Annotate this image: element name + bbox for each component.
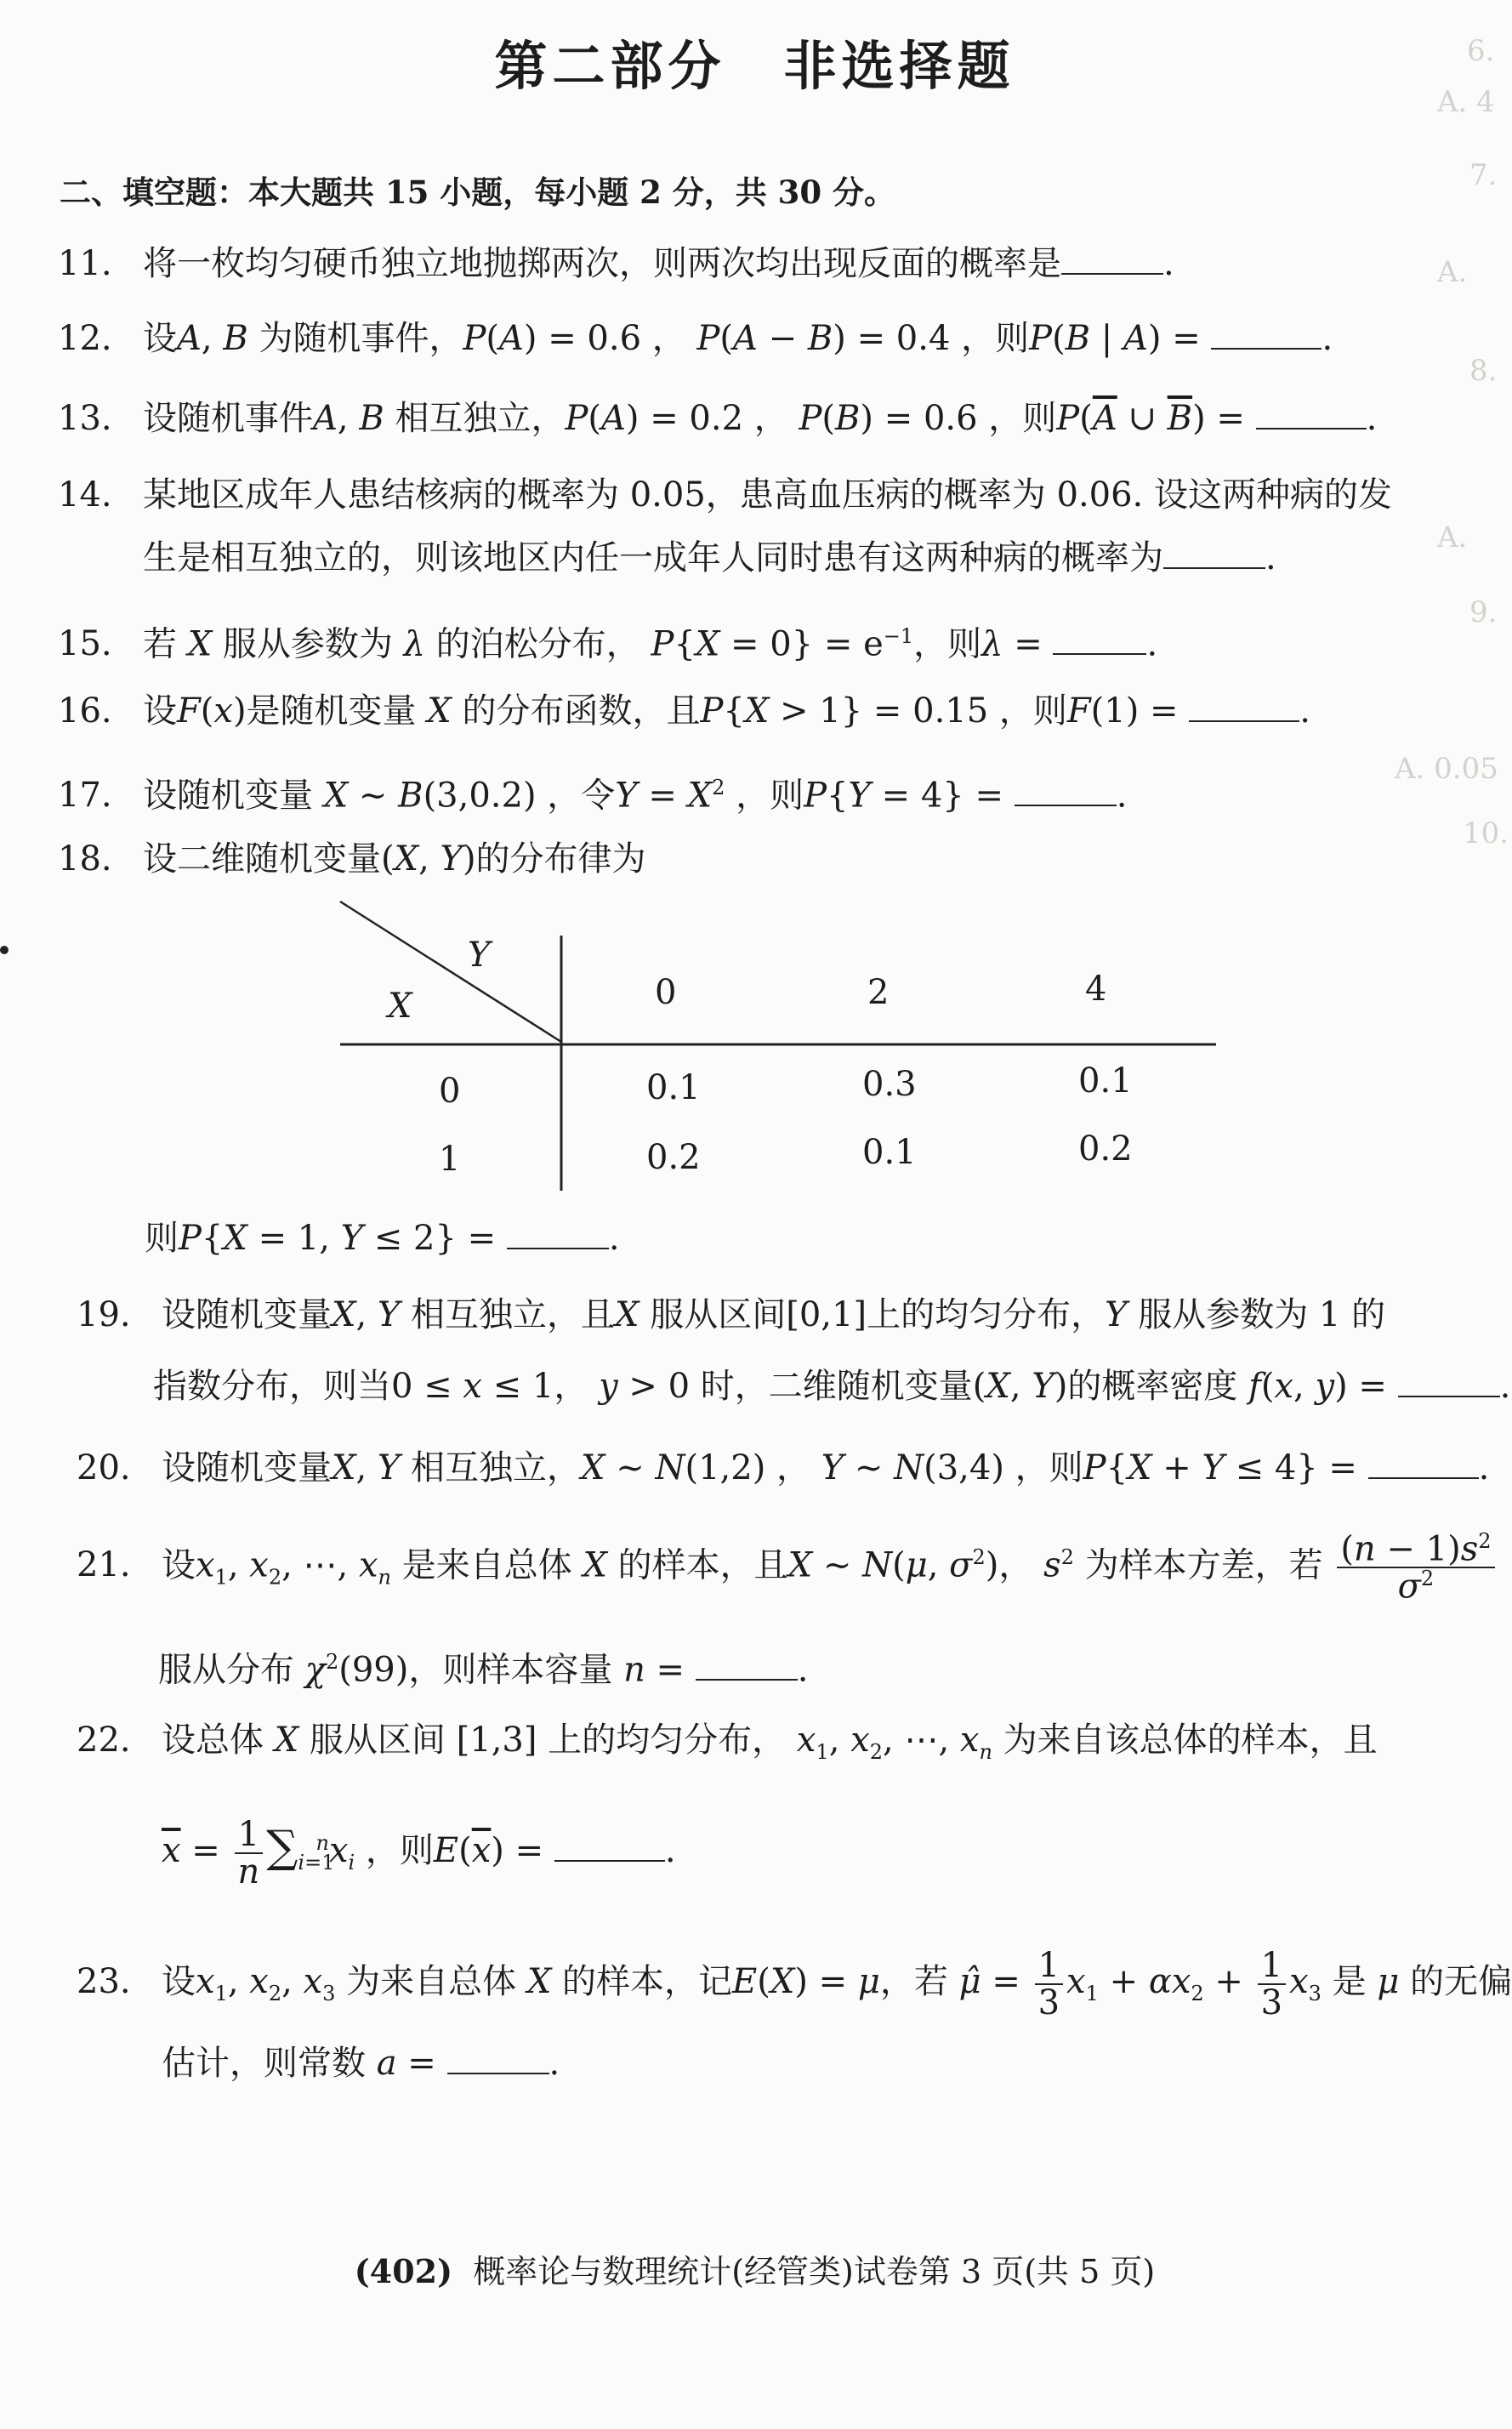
col-header-y: Y bbox=[468, 936, 491, 975]
question-22-cont: $\overline{x}$ = $\frac{1}{n}$ $\sum_{i=1}^nx_i$ ，则$E(\overline{x})$ = . bbox=[162, 1815, 676, 1891]
col-value-2: 2 bbox=[867, 973, 890, 1012]
answer-blank[interactable] bbox=[1163, 567, 1265, 569]
question-14: 14. 某地区成年人患结核病的概率为 0.05，患高血压病的概率为 0.06. 设这两种病的发 bbox=[58, 475, 1392, 515]
page-footer bbox=[0, 2245, 1509, 2292]
question-19: 19. 设随机变量X, Y 相互独立，且X 服从区间[0,1]上的均匀分布，Y 服从参数为 1 的 bbox=[77, 1295, 1386, 1334]
question-20: 20. 设随机变量X, Y 相互独立，X ~ N(1,2) ， Y ~ N(3,4) ，则P{X + Y ≤ 4} = . bbox=[77, 1448, 1490, 1488]
answer-blank[interactable] bbox=[1368, 1477, 1479, 1479]
row-value-1: 1 bbox=[439, 1140, 461, 1179]
bleed-through-a4: A. 4 bbox=[1437, 85, 1495, 119]
answer-blank[interactable] bbox=[447, 2073, 549, 2074]
distribution-table bbox=[340, 902, 1242, 1194]
question-23-cont: 估计，则常数 a = . bbox=[162, 2044, 560, 2083]
answer-blank[interactable] bbox=[696, 1679, 798, 1681]
answer-blank[interactable] bbox=[507, 1248, 609, 1249]
cell: 0.2 bbox=[646, 1138, 701, 1177]
row-value-0: 0 bbox=[439, 1072, 461, 1111]
answer-blank[interactable] bbox=[1189, 720, 1299, 722]
row-header-x: X bbox=[388, 987, 412, 1026]
cell: 0.2 bbox=[1078, 1129, 1133, 1169]
col-value-0: 0 bbox=[655, 973, 677, 1012]
answer-blank[interactable] bbox=[1015, 805, 1117, 806]
bleed-through-a9: A. 0.05 bbox=[1395, 752, 1498, 786]
question-17: 17. 设随机变量 X ~ B(3,0.2) ，令$Y = X^2$ ，则P{Y = 4} = . bbox=[58, 776, 1128, 816]
bleed-through-10: 10. bbox=[1463, 816, 1509, 850]
answer-blank[interactable] bbox=[1053, 653, 1146, 655]
question-11: 11. 将一枚均匀硬币独立地抛掷两次，则两次均出现反面的概率是 . bbox=[58, 244, 1174, 283]
bleed-through-6: 6. bbox=[1467, 34, 1495, 68]
bleed-through-9: 9. bbox=[1469, 595, 1498, 629]
question-23: 23. 设$x_1$, $x_2$, $x_3$ 为来自总体 X 的样本，记E(X) = μ，若 μ̂ = $\frac{1}{3}$ $x_1 + \alpha x_2$ + $\frac{1}{3}$ $x_3$ 是 μ 的无偏 bbox=[77, 1946, 1512, 2022]
answer-blank[interactable] bbox=[554, 1860, 665, 1862]
page-title: 第二部分 非选择题 bbox=[494, 35, 1015, 97]
answer-blank[interactable] bbox=[1061, 273, 1163, 275]
answer-blank[interactable] bbox=[1256, 428, 1367, 429]
question-21-cont: 服从分布 $\chi^2(99)$，则样本容量 n = . bbox=[158, 1650, 809, 1690]
question-18-cont: 则P{X = 1, Y ≤ 2} = . bbox=[145, 1219, 620, 1258]
cell: 0.3 bbox=[862, 1065, 917, 1104]
bleed-through-a7: A. bbox=[1437, 255, 1468, 289]
question-19-cont: 指数分布，则当0 ≤ x ≤ 1， y > 0 时，二维随机变量(X, Y)的概率密度 f(x, y) = . bbox=[153, 1367, 1511, 1406]
bleed-through-a8: A. bbox=[1437, 520, 1468, 555]
question-16: 16. 设F(x)是随机变量 X 的分布函数，且P{X > 1} = 0.15 ，则F(1) = . bbox=[58, 691, 1310, 731]
cell: 0.1 bbox=[646, 1068, 701, 1107]
question-22: 22. 设总体 X 服从区间 [1,3] 上的均匀分布， $x_1$, $x_2$, ⋯, $x_n$ 为来自该总体的样本，且 bbox=[77, 1721, 1378, 1764]
question-14-cont: 生是相互独立的，则该地区内任一成年人同时患有这两种病的概率为 . bbox=[143, 538, 1276, 577]
question-18: 18. 设二维随机变量(X, Y)的分布律为 bbox=[58, 839, 646, 879]
footer-text: 概率论与数理统计(经管类)试卷第 3 页(共 5 页) bbox=[473, 2253, 1156, 2290]
cell: 0.1 bbox=[1078, 1061, 1133, 1101]
margin-dot bbox=[0, 946, 9, 954]
question-15: 15. 若 X 服从参数为 λ 的泊松分布， $P\{X = 0\} = e^{-1}$，则λ = . bbox=[58, 624, 1158, 664]
col-value-4: 4 bbox=[1085, 970, 1107, 1009]
cell: 0.1 bbox=[862, 1133, 917, 1172]
answer-blank[interactable] bbox=[1211, 348, 1322, 350]
bleed-through-7: 7. bbox=[1469, 158, 1498, 192]
answer-blank[interactable] bbox=[1398, 1396, 1500, 1397]
bleed-through-8: 8. bbox=[1469, 354, 1498, 388]
question-12: 12. 设A, B 为随机事件，P(A) = 0.6 ， P(A − B) = 0.4 ，则P(B | A) = . bbox=[58, 319, 1333, 358]
question-21: 21. 设$x_1$, $x_2$, ⋯, $x_n$ 是来自总体 X 的样本，且X ~ N(μ, $\sigma^2$)， $s^2$ 为样本方差，若 $\frac{(n - 1)s^2}{\sigma^2}$ bbox=[77, 1531, 1498, 1605]
question-13: 13. 设随机事件A, B 相互独立，P(A) = 0.2 ， P(B) = 0.6 ，则$P(\overline{A}$ ∪ $\overline{B}$) = . bbox=[58, 399, 1378, 438]
exam-code: (402) bbox=[354, 2252, 453, 2290]
section-header: 二、填空题：本大题共 15 小题，每小题 2 分，共 30 分。 bbox=[60, 174, 896, 211]
